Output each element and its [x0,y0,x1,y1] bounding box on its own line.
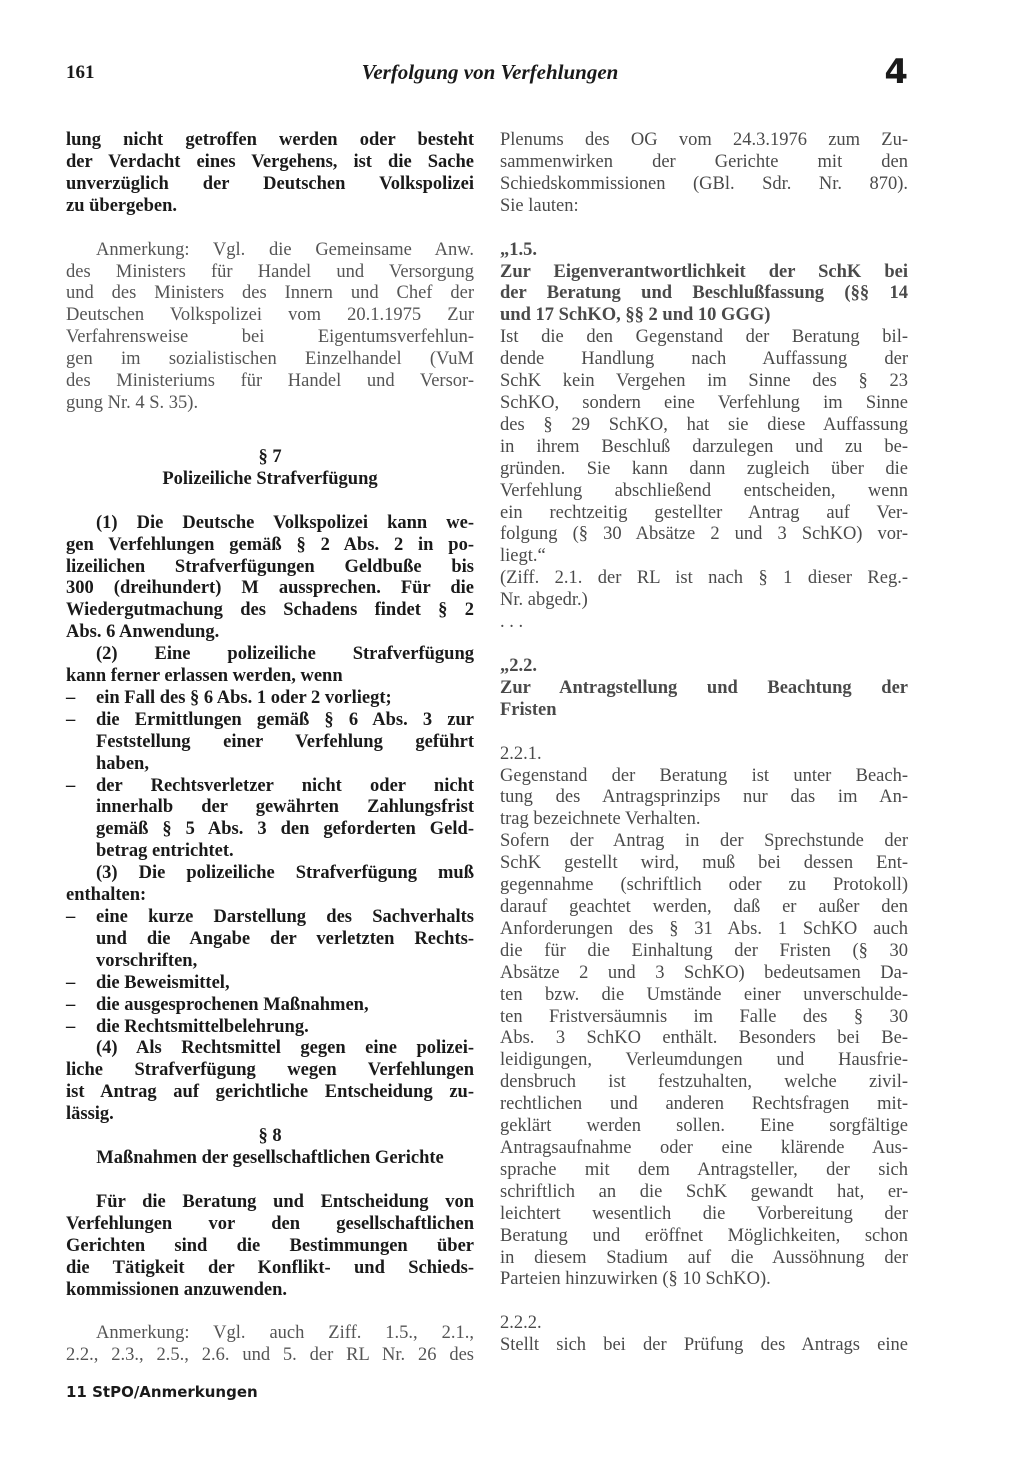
text-line: kann ferner erlassen werden, wenn [66,666,343,687]
text-line: gemäß § 5 Abs. 3 den geforderten Geld- [96,819,474,840]
subsection-2-2-1-paragraph-2 [500,831,908,1291]
text-line: des § 29 SchKO, hat sie diese Auffassung [500,414,908,435]
text-line: ten bzw. die Umstände einer unverschulde- [500,984,908,1005]
ellipsis: . . . [500,612,524,633]
continued-paragraph [66,130,474,218]
text-line: SchK kein Vergehen im Sinne des § 23 [500,371,908,392]
text-line: ten Fristversäumnis im Falle des § 30 [500,1006,908,1027]
text-line: Wiedergutmachung des Schadens findet § 2 [66,600,474,621]
quote-1-5-heading [500,262,908,328]
section-7-paragraph-2 [66,644,474,863]
text-line: sammenwirken der Gerichte mit den [500,151,908,172]
left-column [66,130,474,1367]
list-item [66,776,474,864]
text-line: darauf geachtet werden, daß er außer den [500,897,908,917]
text-line: leidigungen, Verleumdungen und Hausfrie- [500,1050,908,1071]
text-line: tung des Antragsprinzips nur das im An- [500,787,908,808]
text-line: Gerichten sind die Bestimmungen über [66,1235,474,1256]
text-line: Zur Eigenverantwortlichkeit der SchK bei [500,261,908,282]
section-8-title: Maßnahmen der gesellschaftlichen Gerichte [96,1147,444,1168]
text-line: der Beratung und Beschlußfassung (§§ 14 [500,283,908,304]
text-line: die ausgesprochenen Maßnahmen, [96,994,369,1015]
page-header [66,52,914,92]
text-line: Gegenstand der Beratung ist unter Beach- [500,765,908,786]
text-line: und des Ministers des Innern und Chef der [66,283,474,304]
list-item [66,973,474,995]
dash-marker: – [66,972,76,993]
subsection-2-2-2-number: 2.2.2. [500,1313,542,1334]
text-line: Verfehlung abschließend entscheiden, wenn [500,480,908,501]
dash-marker: – [66,1016,76,1037]
section-7-paragraph-1 [66,513,474,644]
section-7-number: § 7 [258,446,282,467]
dash-marker: – [66,907,76,927]
text-line: lässig. [66,1104,114,1125]
text-line: rechtlichen und anderen Rechtsfragen mit- [500,1094,908,1115]
dash-marker: – [66,994,76,1015]
text-line: ist Antrag auf gerichtliche Entscheidung zu- [66,1082,474,1103]
text-line: eine kurze Darstellung des Sachverhalts [96,907,474,927]
quote-1-5-number: „1.5. [500,239,537,260]
text-line: gen im sozialistischen Einzelhandel (VuM [66,349,474,370]
text-line: zu übergeben. [66,195,177,216]
text-line: Anmerkung: Vgl. auch Ziff. 1.5., 2.1., [96,1323,474,1344]
text-line: Beratung und eröffnet Möglichkeiten, schon [500,1225,908,1246]
text-line: unverzüglich der Deutschen Volkspolizei [66,173,474,194]
text-line: 300 (dreihundert) M aussprechen. Für die [66,578,474,599]
text-line: der Verdacht eines Vergehens, ist die Sache [66,151,474,172]
dash-marker: – [66,775,76,796]
list-item [66,688,474,710]
text-line: Schiedskommissionen (GBl. Sdr. Nr. 870). [500,173,908,194]
text-line: dende Handlung nach Auffassung der [500,349,908,370]
dash-marker: – [66,687,76,708]
text-line: Abs. 6 Anwendung. [66,622,220,643]
text-line: in ihrem Beschluß darzulegen und zu be- [500,436,908,457]
text-line: und die Angabe der verletzten Rechts- [96,928,474,949]
chapter-number: 4 [884,52,908,92]
text-line: Plenums des OG vom 24.3.1976 zum Zu- [500,130,908,150]
text-line: die Beweismittel, [96,972,230,993]
text-line: und 17 SchKO, §§ 2 und 10 GGG) [500,305,771,326]
text-line: Stellt sich bei der Prüfung des Antrags eine [500,1335,908,1356]
text-line: SchKO, sondern eine Verfehlung im Sinne [500,392,908,413]
section-8-paragraph-1 [66,1192,474,1302]
text-line: schriftlich an die SchK gewandt hat, er- [500,1181,908,1202]
dash-marker: – [66,709,76,730]
text-line: Absätze 2 und 3 SchKO) bedeutsamen Da- [500,962,908,983]
text-line: lizeilichen Strafverfügungen Geldbuße bis [66,556,474,577]
section-7-title: Polizeiliche Strafverfügung [162,468,378,489]
text-line: des Ministers für Handel und Versorgung [66,261,474,282]
text-line: ein Fall des § 6 Abs. 1 oder 2 vorliegt; [96,687,392,708]
text-line: gegennahme (schriftlich oder zu Protokoll) [500,875,908,896]
text-line: Anmerkung: Vgl. die Gemeinsame Anw. [96,239,474,260]
text-line: enthalten: [66,885,147,906]
text-line: kommissionen anzuwenden. [66,1279,288,1300]
text-line: die Tätigkeit der Konflikt- und Schieds- [66,1257,474,1278]
text-line: Sie lauten: [500,195,579,216]
text-line: Nr. abgedr.) [500,590,588,611]
text-line: der Rechtsverletzer nicht oder nicht [96,775,474,796]
list-item [66,1017,474,1039]
text-line: die Rechtsmittelbelehrung. [96,1016,309,1037]
annotation-note-1 [66,240,474,415]
text-line: des Ministeriums für Handel und Versor- [66,371,474,392]
subsection-2-2-1-paragraph-1 [500,766,908,832]
signature-mark: 11 StPO/Anmerkungen [66,1383,258,1401]
running-title: Verfolgung von Verfehlungen [361,60,619,84]
text-line: die Ermittlungen gemäß § 6 Abs. 3 zur [96,709,474,730]
text-line: 2.2., 2.3., 2.5., 2.6. und 5. der RL Nr. 26 des [66,1345,474,1366]
text-line: gründen. Sie kann dann zugleich über die [500,458,908,479]
text-line: (1) Die Deutsche Volkspolizei kann we- [96,512,474,533]
text-line: in diesem Stadium auf die Aussöhnung der [500,1247,908,1268]
text-line: (3) Die polizeiliche Strafverfügung muß [96,863,474,884]
text-line: gung Nr. 4 S. 35). [66,392,199,413]
text-line: densbruch ist festzuhalten, welche zivil- [500,1072,908,1093]
subsection-2-2-1-number: 2.2.1. [500,743,542,764]
text-line: betrag entrichtet. [96,841,234,862]
text-line: liegt.“ [500,546,546,567]
text-line: Fristen [500,699,557,720]
text-line: Feststellung einer Verfehlung geführt [96,731,474,752]
text-line: Für die Beratung und Entscheidung von [96,1191,474,1212]
text-line: die für die Einhaltung der Fristen (§ 30 [500,940,908,961]
text-line: geklärt werden sollen. Eine sorgfältige [500,1116,908,1137]
annotation-note-2 [66,1323,474,1367]
list-item [66,710,474,776]
text-line: innerhalb der gewährten Zahlungsfrist [96,797,474,818]
list-item [66,907,474,973]
text-line: liche Strafverfügung wegen Verfehlungen [66,1060,474,1081]
text-line: haben, [96,753,149,774]
quote-1-5-body [500,327,908,568]
text-line: Verfehlungen vor den gesellschaftlichen [66,1213,474,1234]
text-line: (2) Eine polizeiliche Strafverfügung [96,644,474,665]
text-line: Ist die den Gegenstand der Beratung bil- [500,327,908,348]
text-line: (Ziff. 2.1. der RL ist nach § 1 dieser Reg.- [500,568,908,589]
section-7-paragraph-4 [66,1038,474,1126]
text-line: gen Verfehlungen gemäß § 2 Abs. 2 in po- [66,534,474,555]
section-8-number: § 8 [258,1126,282,1147]
text-line: Sofern der Antrag in der Sprechstunde der [500,831,908,852]
quote-2-2-heading [500,678,908,722]
text-line: Deutschen Volkspolizei vom 20.1.1975 Zur [66,305,474,326]
list-item [66,995,474,1017]
page-number: 161 [66,62,95,83]
text-line: trag bezeichnete Verhalten. [500,809,701,830]
text-line: ein rechtzeitig gestellter Antrag auf Ver- [500,502,908,523]
right-column [500,130,908,1357]
intro-paragraph [500,130,908,218]
text-line: Anforderungen des § 31 Abs. 1 SchKO auch [500,918,908,939]
ziff-note [500,568,908,612]
text-line: folgung (§ 30 Absätze 2 und 3 SchKO) vor- [500,524,908,545]
text-line: Verfahrensweise bei Eigentumsverfehlun- [66,327,474,348]
quote-2-2-number: „2.2. [500,655,537,676]
text-line: Parteien hinzuwirken (§ 10 SchKO). [500,1269,771,1290]
text-line: vorschriften, [96,950,198,971]
text-line: (4) Als Rechtsmittel gegen eine polizei- [96,1038,474,1059]
text-line: lung nicht getroffen werden oder besteht [66,130,474,150]
text-line: SchK gestellt wird, muß bei dessen Ent- [500,853,908,874]
text-line: sprache mit dem Antragsteller, der sich [500,1159,908,1180]
text-line: Antragsaufnahme oder eine klärende Aus- [500,1137,908,1158]
section-7-paragraph-3 [66,863,474,1038]
text-line: Zur Antragstellung und Beachtung der [500,677,908,698]
text-line: Abs. 3 SchKO enthält. Besonders bei Be- [500,1028,908,1049]
text-line: leichtert wesentlich die Vorbereitung der [500,1203,908,1224]
